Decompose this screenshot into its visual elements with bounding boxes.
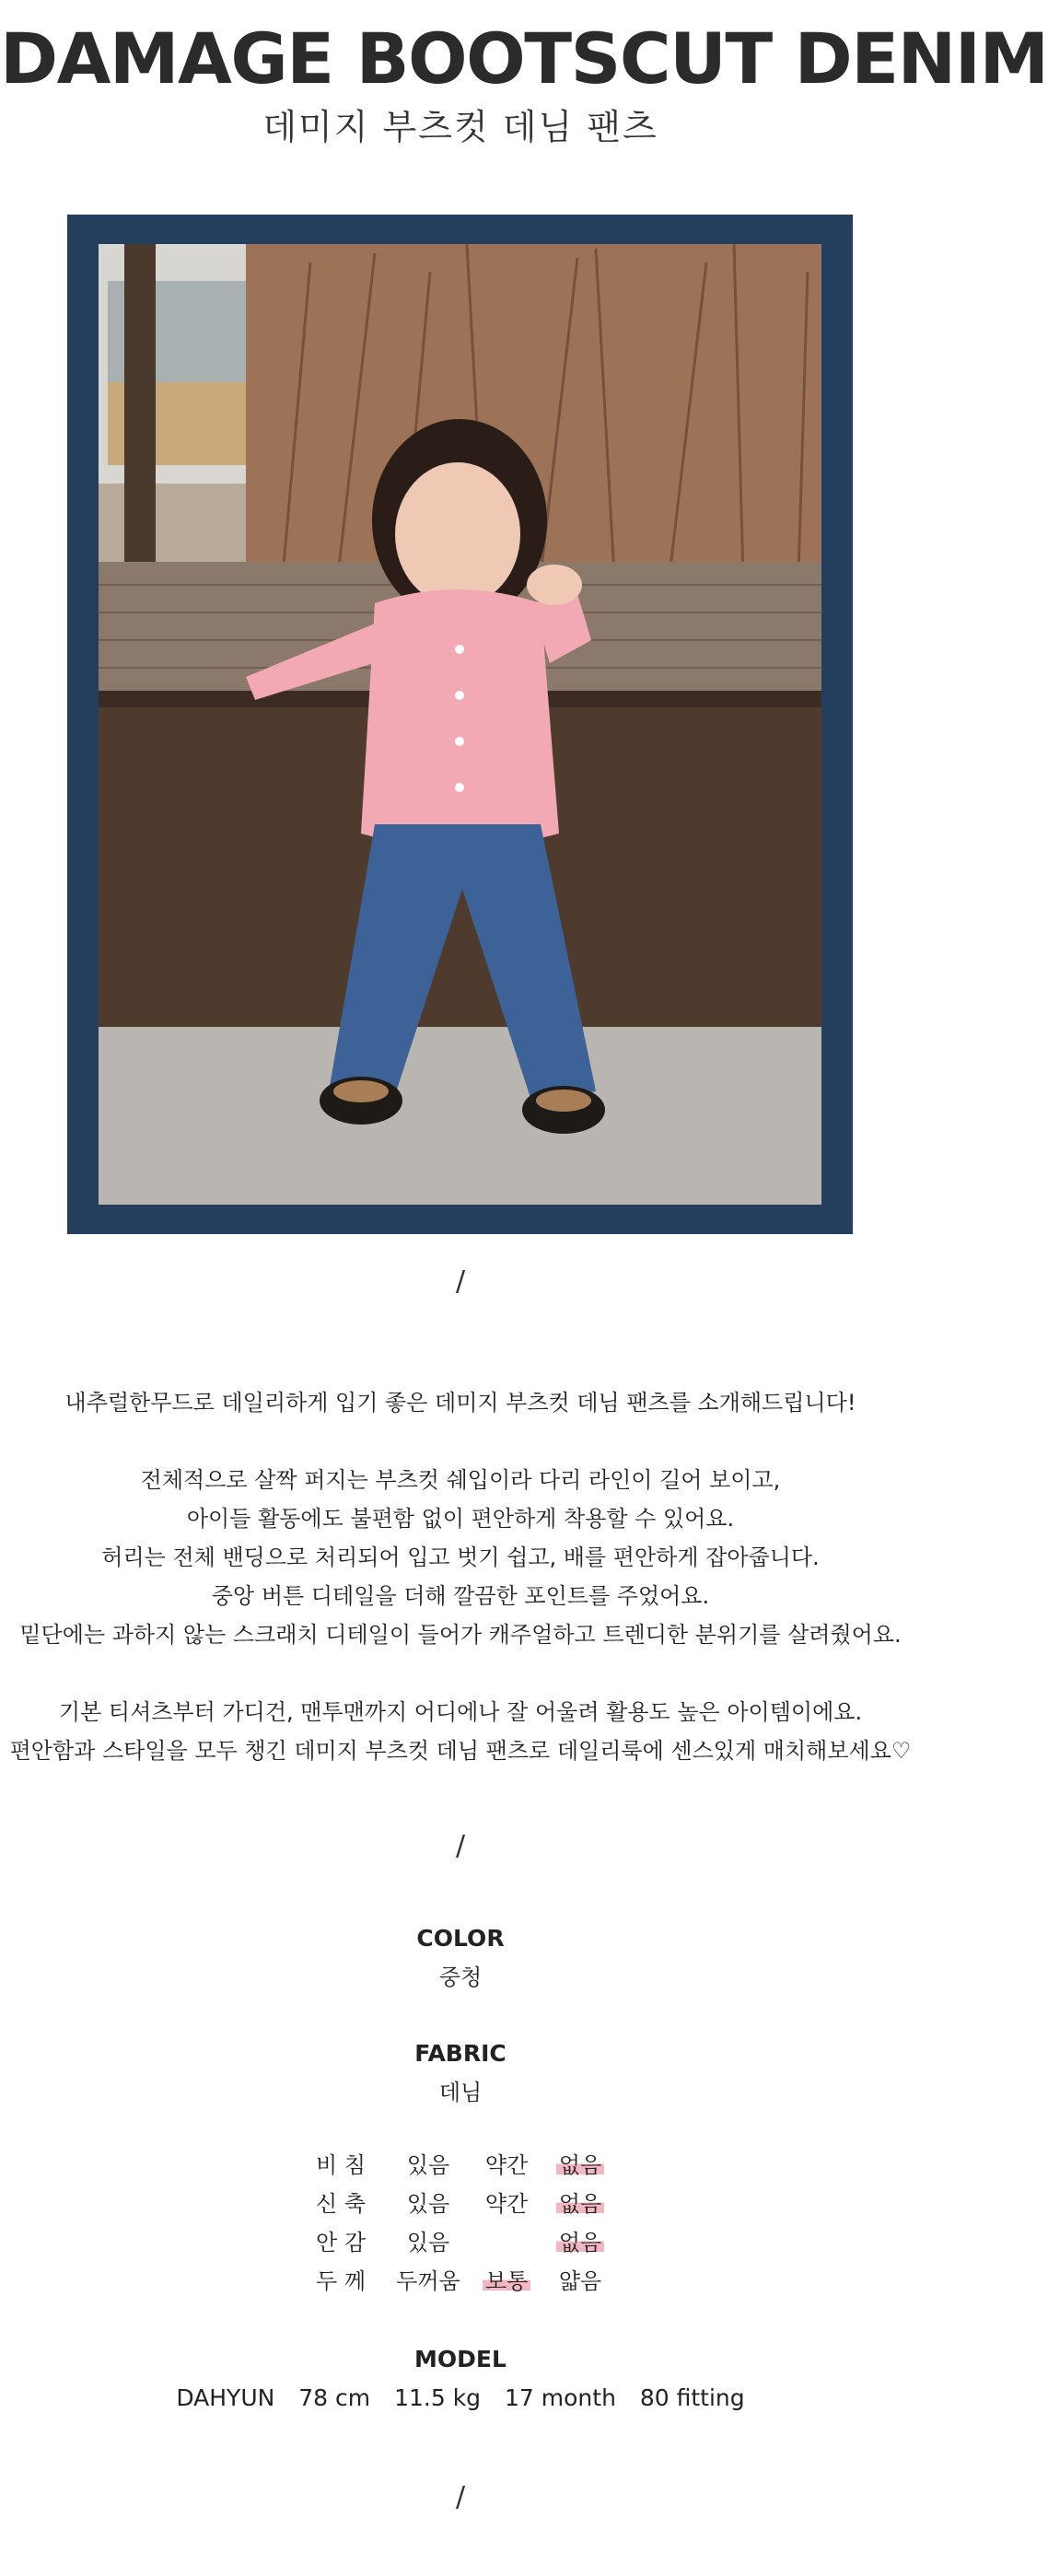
product-subtitle: 데미지 부츠컷 데님 팬츠 [262,107,658,147]
attribute-label: 신 축 [316,2191,366,2217]
fabric-attributes-table [0,2146,921,2302]
model-age: 17 month [505,2384,616,2411]
product-photo [99,244,821,1205]
product-title: DAMAGE BOOTSCUT DENIM [0,17,1048,99]
model-info [0,2380,921,2417]
attribute-option-selected: 없음 [539,2185,622,2223]
attribute-row [0,2262,921,2301]
attribute-row [0,2223,921,2262]
attribute-option-selected: 없음 [539,2223,622,2262]
section-divider: / [455,1830,466,1862]
description-line: 전체적으로 살짝 퍼지는 부츠컷 쉐입이라 다리 라인이 길어 보이고, [140,1467,781,1493]
attribute-label: 안 감 [316,2230,366,2255]
attribute-row [0,2185,921,2223]
attribute-option: 있음 [406,2152,450,2178]
attribute-row [0,2146,921,2185]
description-line: 아이들 활동에도 불편함 없이 편안하게 착용할 수 있어요. [186,1506,735,1532]
attribute-option-selected: 없음 [539,2146,622,2185]
product-description [0,1383,921,1770]
model-name: DAHYUN [176,2384,275,2411]
attribute-option: 있음 [406,2191,450,2217]
attribute-option: 있음 [406,2230,450,2255]
color-value: 중청 [438,1964,483,1990]
section-divider: / [455,2481,466,2513]
section-divider: / [455,1265,466,1298]
model-fitting: 80 fitting [639,2384,745,2411]
attribute-option: 두꺼움 [396,2268,460,2294]
photo-frame [67,215,853,1234]
description-line: 편안함과 스타일을 모두 챙긴 데미지 부츠컷 데님 팬츠로 데일리룩에 센스있게 매치해보세요♡ [9,1738,912,1764]
description-line: 밑단에는 과하지 않는 스크래치 디테일이 들어가 캐주얼하고 트렌디한 분위기를 살려줬어요. [19,1622,902,1648]
description-line [0,1654,921,1693]
attribute-option: 얇음 [558,2268,602,2294]
description-line: 내추럴한무드로 데일리하게 입기 좋은 데미지 부츠컷 데님 팬츠를 소개해드립니다! [64,1390,856,1416]
model-label: MODEL [414,2346,507,2372]
description-line: 기본 티셔츠부터 가디건, 맨투맨까지 어디에나 잘 어울려 활용도 높은 아이템이에요. [58,1699,863,1725]
attribute-option: 약간 [484,2152,529,2178]
model-height: 78 cm [298,2384,371,2411]
attribute-label: 비 침 [316,2152,366,2178]
description-line: 중앙 버튼 디테일을 더해 깔끔한 포인트를 주었어요. [211,1583,710,1609]
description-line [0,1422,921,1461]
description-line: 허리는 전체 밴딩으로 처리되어 입고 벗기 쉽고, 배를 편안하게 잡아줍니다. [101,1544,820,1570]
attribute-label: 두 께 [316,2268,366,2294]
attribute-option-selected: 보통 [465,2262,548,2301]
model-weight: 11.5 kg [394,2384,482,2411]
fabric-label: FABRIC [414,2040,507,2067]
fabric-value: 데님 [438,2080,483,2105]
color-label: COLOR [416,1925,505,1952]
attribute-option: 약간 [484,2191,529,2217]
